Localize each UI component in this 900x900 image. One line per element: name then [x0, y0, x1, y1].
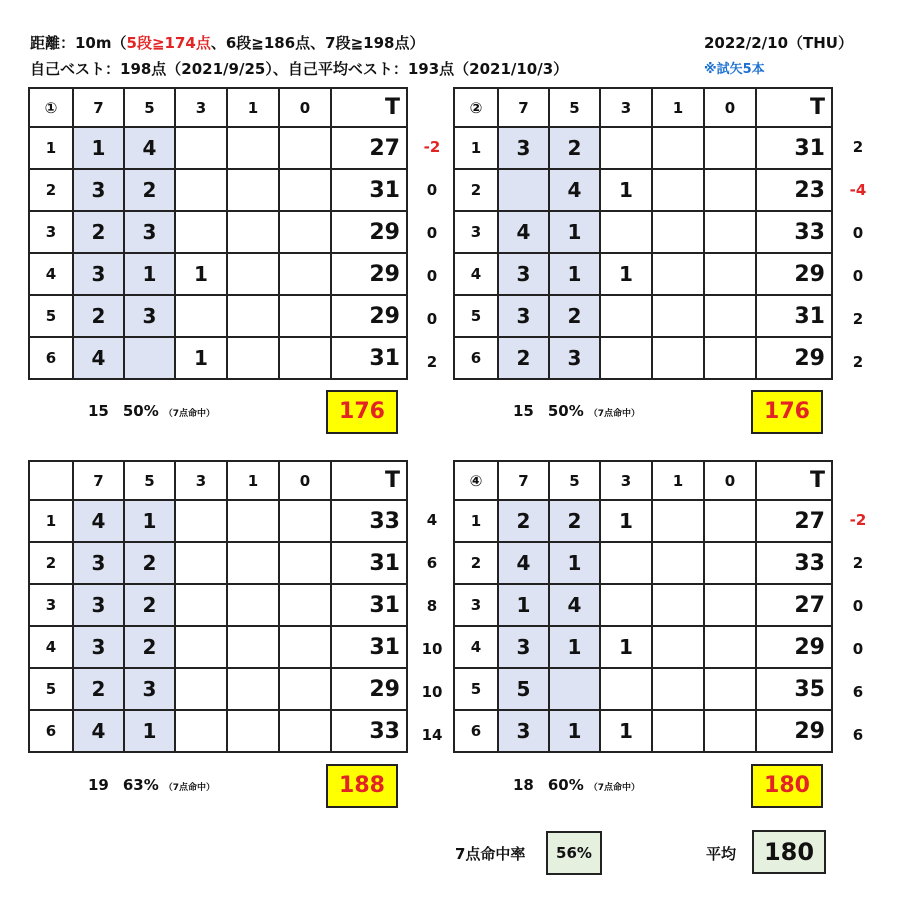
seven-hit-note: （7点命中） [163, 783, 216, 793]
count-cell-7: 3 [73, 169, 124, 211]
column-header: T [756, 88, 832, 127]
end-number: 3 [454, 584, 498, 626]
score-difference: 2 [852, 353, 864, 371]
distance-prefix: 距離：10m（ [30, 34, 127, 52]
end-number: 2 [454, 542, 498, 584]
column-header: T [331, 88, 407, 127]
count-cell-3 [175, 211, 227, 253]
table-row [454, 542, 832, 584]
round-summary [513, 776, 640, 794]
score-difference: -4 [849, 181, 867, 199]
score-difference: 0 [426, 267, 438, 285]
end-number: 1 [454, 127, 498, 169]
end-number: 6 [454, 710, 498, 752]
end-total: 29 [331, 211, 407, 253]
end-total: 29 [331, 668, 407, 710]
end-total: 29 [331, 253, 407, 295]
end-number: 2 [29, 169, 73, 211]
count-cell-7: 3 [498, 127, 549, 169]
end-total: 27 [756, 500, 832, 542]
round-summary [88, 402, 215, 420]
round-summary [513, 402, 640, 420]
count-cell-0 [704, 626, 756, 668]
count-cell-5: 3 [124, 211, 175, 253]
column-header: T [756, 461, 832, 500]
score-difference: 0 [852, 267, 864, 285]
end-total: 23 [756, 169, 832, 211]
count-cell-7: 3 [73, 584, 124, 626]
count-cell-7: 3 [498, 295, 549, 337]
count-cell-7: 2 [498, 500, 549, 542]
end-number: 4 [29, 626, 73, 668]
table-row [29, 169, 407, 211]
column-header: 0 [704, 88, 756, 127]
round-label [29, 461, 73, 500]
count-cell-3 [175, 710, 227, 752]
table-header-row [454, 461, 832, 500]
score-difference: 8 [426, 597, 438, 615]
column-header: 3 [175, 461, 227, 500]
count-cell-3 [175, 127, 227, 169]
table-row [29, 710, 407, 752]
table-row [29, 584, 407, 626]
score-difference: 0 [426, 181, 438, 199]
round-grand-total: 180 [751, 764, 823, 808]
end-total: 29 [331, 295, 407, 337]
table-row [29, 211, 407, 253]
end-total: 33 [756, 211, 832, 253]
column-header: 5 [124, 88, 175, 127]
score-table-1 [28, 87, 408, 380]
end-number: 1 [29, 500, 73, 542]
count-cell-0 [704, 710, 756, 752]
end-number: 1 [454, 500, 498, 542]
score-difference: 0 [852, 224, 864, 242]
count-cell-5: 3 [124, 295, 175, 337]
score-difference: -2 [423, 138, 441, 156]
end-total: 31 [331, 584, 407, 626]
count-cell-3 [600, 295, 652, 337]
column-header: 7 [498, 461, 549, 500]
count-cell-1 [227, 500, 279, 542]
score-difference: -2 [849, 511, 867, 529]
count-cell-7: 3 [498, 710, 549, 752]
table-row [454, 668, 832, 710]
count-cell-7: 3 [73, 626, 124, 668]
count-cell-3 [175, 584, 227, 626]
count-cell-0 [279, 169, 331, 211]
seven-hit-rate: 60% [547, 776, 584, 794]
count-cell-3 [600, 668, 652, 710]
count-cell-0 [279, 211, 331, 253]
table-row [29, 500, 407, 542]
count-cell-3: 1 [600, 253, 652, 295]
column-header: 7 [498, 88, 549, 127]
end-number: 4 [454, 253, 498, 295]
score-table-4 [453, 460, 833, 753]
count-cell-5: 1 [124, 710, 175, 752]
count-cell-5: 2 [124, 626, 175, 668]
end-number: 6 [29, 337, 73, 379]
count-cell-3 [175, 626, 227, 668]
end-number: 4 [454, 626, 498, 668]
count-cell-0 [704, 295, 756, 337]
count-cell-0 [704, 169, 756, 211]
column-header: 3 [175, 88, 227, 127]
table-row [454, 710, 832, 752]
count-cell-5: 2 [549, 127, 600, 169]
count-cell-1 [652, 169, 704, 211]
count-cell-3 [175, 668, 227, 710]
count-cell-7: 5 [498, 668, 549, 710]
count-cell-7: 2 [73, 668, 124, 710]
count-cell-1 [227, 169, 279, 211]
score-difference: 6 [426, 554, 438, 572]
count-cell-0 [704, 500, 756, 542]
end-total: 27 [756, 584, 832, 626]
column-header: 5 [549, 88, 600, 127]
score-table-2 [453, 87, 833, 380]
count-cell-0 [704, 253, 756, 295]
count-cell-0 [279, 584, 331, 626]
score-difference: 4 [426, 511, 438, 529]
count-cell-3: 1 [600, 626, 652, 668]
seven-hit-rate: 50% [547, 402, 584, 420]
round-grand-total: 176 [326, 390, 398, 434]
column-header: 0 [279, 88, 331, 127]
end-total: 31 [331, 169, 407, 211]
count-cell-3: 1 [600, 500, 652, 542]
seven-hit-note: （7点命中） [588, 783, 641, 793]
count-cell-5: 3 [124, 668, 175, 710]
count-cell-0 [704, 542, 756, 584]
count-cell-5: 2 [549, 500, 600, 542]
count-cell-1 [227, 295, 279, 337]
seven-hit-rate: 50% [122, 402, 159, 420]
count-cell-5 [124, 337, 175, 379]
seven-hit-note: （7点命中） [163, 409, 216, 419]
count-cell-1 [652, 337, 704, 379]
column-header: 3 [600, 461, 652, 500]
distance-line [30, 32, 424, 53]
table-header-row [454, 88, 832, 127]
column-header: 5 [124, 461, 175, 500]
count-cell-7: 4 [73, 500, 124, 542]
score-difference: 2 [852, 554, 864, 572]
table-row [29, 337, 407, 379]
seven-hit-note: （7点命中） [588, 409, 641, 419]
count-cell-5: 2 [124, 584, 175, 626]
round-label: ④ [454, 461, 498, 500]
table-row [454, 211, 832, 253]
end-number: 3 [29, 211, 73, 253]
count-cell-5: 2 [124, 542, 175, 584]
end-total: 33 [756, 542, 832, 584]
score-difference: 10 [421, 640, 443, 658]
count-cell-1 [227, 253, 279, 295]
count-cell-7: 4 [498, 211, 549, 253]
count-cell-7: 4 [73, 710, 124, 752]
count-cell-1 [227, 626, 279, 668]
count-cell-1 [227, 337, 279, 379]
count-cell-3 [175, 295, 227, 337]
count-cell-1 [652, 626, 704, 668]
round-grand-total: 188 [326, 764, 398, 808]
dan5-threshold: 5段≧174点 [126, 34, 211, 52]
trial-arrows-note: ※試矢5本 [704, 62, 765, 77]
session-date: 2022/2/10（THU） [704, 34, 853, 52]
count-cell-3 [600, 211, 652, 253]
average-box: 180 [752, 830, 826, 874]
end-number: 5 [29, 668, 73, 710]
round-grand-total: 176 [751, 390, 823, 434]
count-cell-5: 2 [124, 169, 175, 211]
count-cell-5 [549, 668, 600, 710]
end-total: 35 [756, 668, 832, 710]
column-header: 3 [600, 88, 652, 127]
column-header: 5 [549, 461, 600, 500]
count-cell-5: 1 [549, 710, 600, 752]
dan-thresholds: 、6段≧186点、7段≧198点） [210, 34, 425, 52]
count-cell-0 [704, 211, 756, 253]
score-difference: 0 [426, 224, 438, 242]
end-number: 3 [29, 584, 73, 626]
end-total: 29 [756, 626, 832, 668]
count-cell-0 [704, 127, 756, 169]
score-difference: 10 [421, 683, 443, 701]
count-cell-3 [600, 337, 652, 379]
score-difference: 2 [852, 138, 864, 156]
end-total: 29 [756, 337, 832, 379]
column-header: 7 [73, 88, 124, 127]
column-header: 1 [652, 88, 704, 127]
table-row [29, 127, 407, 169]
count-cell-7: 1 [498, 584, 549, 626]
column-header: 1 [227, 461, 279, 500]
table-row [29, 668, 407, 710]
count-cell-0 [704, 337, 756, 379]
table-row [454, 626, 832, 668]
table-row [29, 626, 407, 668]
count-cell-0 [279, 127, 331, 169]
count-cell-5: 4 [124, 127, 175, 169]
end-total: 31 [756, 295, 832, 337]
end-total: 31 [331, 542, 407, 584]
end-number: 4 [29, 253, 73, 295]
table-row [454, 253, 832, 295]
end-number: 5 [454, 668, 498, 710]
table-row [454, 295, 832, 337]
count-cell-3: 1 [600, 710, 652, 752]
end-number: 6 [454, 337, 498, 379]
column-header: 0 [704, 461, 756, 500]
count-cell-3: 1 [175, 337, 227, 379]
count-cell-0 [279, 253, 331, 295]
count-cell-1 [227, 542, 279, 584]
count-cell-1 [227, 584, 279, 626]
column-header: 1 [652, 461, 704, 500]
count-cell-1 [652, 127, 704, 169]
count-cell-7: 2 [73, 295, 124, 337]
score-difference: 6 [852, 683, 864, 701]
seven-hit-count: 15 [88, 402, 109, 420]
end-number: 6 [29, 710, 73, 752]
end-total: 31 [331, 626, 407, 668]
count-cell-0 [279, 668, 331, 710]
count-cell-1 [227, 211, 279, 253]
count-cell-3 [175, 542, 227, 584]
count-cell-7: 3 [73, 253, 124, 295]
table-row [29, 295, 407, 337]
end-number: 2 [29, 542, 73, 584]
count-cell-0 [279, 500, 331, 542]
score-table-3 [28, 460, 408, 753]
table-row [29, 253, 407, 295]
count-cell-0 [279, 710, 331, 752]
round-label: ② [454, 88, 498, 127]
average-label: 平均 [706, 845, 737, 863]
count-cell-7 [498, 169, 549, 211]
count-cell-3 [600, 584, 652, 626]
count-cell-7: 3 [73, 542, 124, 584]
count-cell-7: 4 [73, 337, 124, 379]
count-cell-0 [279, 542, 331, 584]
count-cell-7: 3 [498, 626, 549, 668]
count-cell-1 [227, 668, 279, 710]
count-cell-5: 4 [549, 584, 600, 626]
count-cell-1 [652, 542, 704, 584]
end-number: 5 [29, 295, 73, 337]
count-cell-7: 3 [498, 253, 549, 295]
count-cell-5: 1 [549, 626, 600, 668]
count-cell-0 [279, 295, 331, 337]
score-difference: 0 [852, 597, 864, 615]
round-label: ① [29, 88, 73, 127]
count-cell-5: 1 [549, 211, 600, 253]
count-cell-7: 2 [73, 211, 124, 253]
hit-rate-label: 7点命中率 [455, 845, 526, 863]
end-number: 1 [29, 127, 73, 169]
end-total: 31 [331, 337, 407, 379]
count-cell-5: 1 [549, 253, 600, 295]
score-difference: 0 [852, 640, 864, 658]
count-cell-1 [652, 584, 704, 626]
count-cell-5: 3 [549, 337, 600, 379]
end-total: 33 [331, 500, 407, 542]
round-summary [88, 776, 215, 794]
count-cell-1 [652, 500, 704, 542]
count-cell-7: 2 [498, 337, 549, 379]
end-total: 29 [756, 710, 832, 752]
count-cell-1 [227, 710, 279, 752]
count-cell-1 [652, 295, 704, 337]
end-total: 31 [756, 127, 832, 169]
table-row [454, 337, 832, 379]
column-header: 7 [73, 461, 124, 500]
count-cell-5: 1 [124, 500, 175, 542]
end-number: 5 [454, 295, 498, 337]
seven-hit-rate: 63% [122, 776, 159, 794]
count-cell-1 [227, 127, 279, 169]
count-cell-5: 1 [124, 253, 175, 295]
score-difference: 0 [426, 310, 438, 328]
count-cell-5: 4 [549, 169, 600, 211]
table-row [29, 542, 407, 584]
count-cell-3 [600, 542, 652, 584]
count-cell-1 [652, 253, 704, 295]
score-difference: 2 [852, 310, 864, 328]
table-row [454, 500, 832, 542]
end-total: 33 [331, 710, 407, 752]
count-cell-3 [175, 169, 227, 211]
count-cell-3 [600, 127, 652, 169]
table-row [454, 584, 832, 626]
seven-hit-count: 18 [513, 776, 534, 794]
count-cell-0 [279, 626, 331, 668]
count-cell-0 [704, 668, 756, 710]
seven-hit-count: 19 [88, 776, 109, 794]
hit-rate-box: 56% [546, 831, 602, 875]
count-cell-5: 2 [549, 295, 600, 337]
count-cell-1 [652, 668, 704, 710]
count-cell-0 [704, 584, 756, 626]
end-number: 2 [454, 169, 498, 211]
score-difference: 6 [852, 726, 864, 744]
count-cell-0 [279, 337, 331, 379]
count-cell-3: 1 [600, 169, 652, 211]
personal-best: 自己ベスト：198点（2021/9/25）、自己平均ベスト：193点（2021/10/3） [30, 60, 569, 78]
column-header: T [331, 461, 407, 500]
table-row [454, 169, 832, 211]
score-difference: 14 [421, 726, 443, 744]
column-header: 0 [279, 461, 331, 500]
count-cell-1 [652, 211, 704, 253]
end-total: 29 [756, 253, 832, 295]
table-header-row [29, 461, 407, 500]
count-cell-7: 4 [498, 542, 549, 584]
count-cell-5: 1 [549, 542, 600, 584]
count-cell-3 [175, 500, 227, 542]
count-cell-1 [652, 710, 704, 752]
count-cell-7: 1 [73, 127, 124, 169]
score-difference: 2 [426, 353, 438, 371]
table-row [454, 127, 832, 169]
column-header: 1 [227, 88, 279, 127]
seven-hit-count: 15 [513, 402, 534, 420]
count-cell-3: 1 [175, 253, 227, 295]
table-header-row [29, 88, 407, 127]
end-total: 27 [331, 127, 407, 169]
end-number: 3 [454, 211, 498, 253]
